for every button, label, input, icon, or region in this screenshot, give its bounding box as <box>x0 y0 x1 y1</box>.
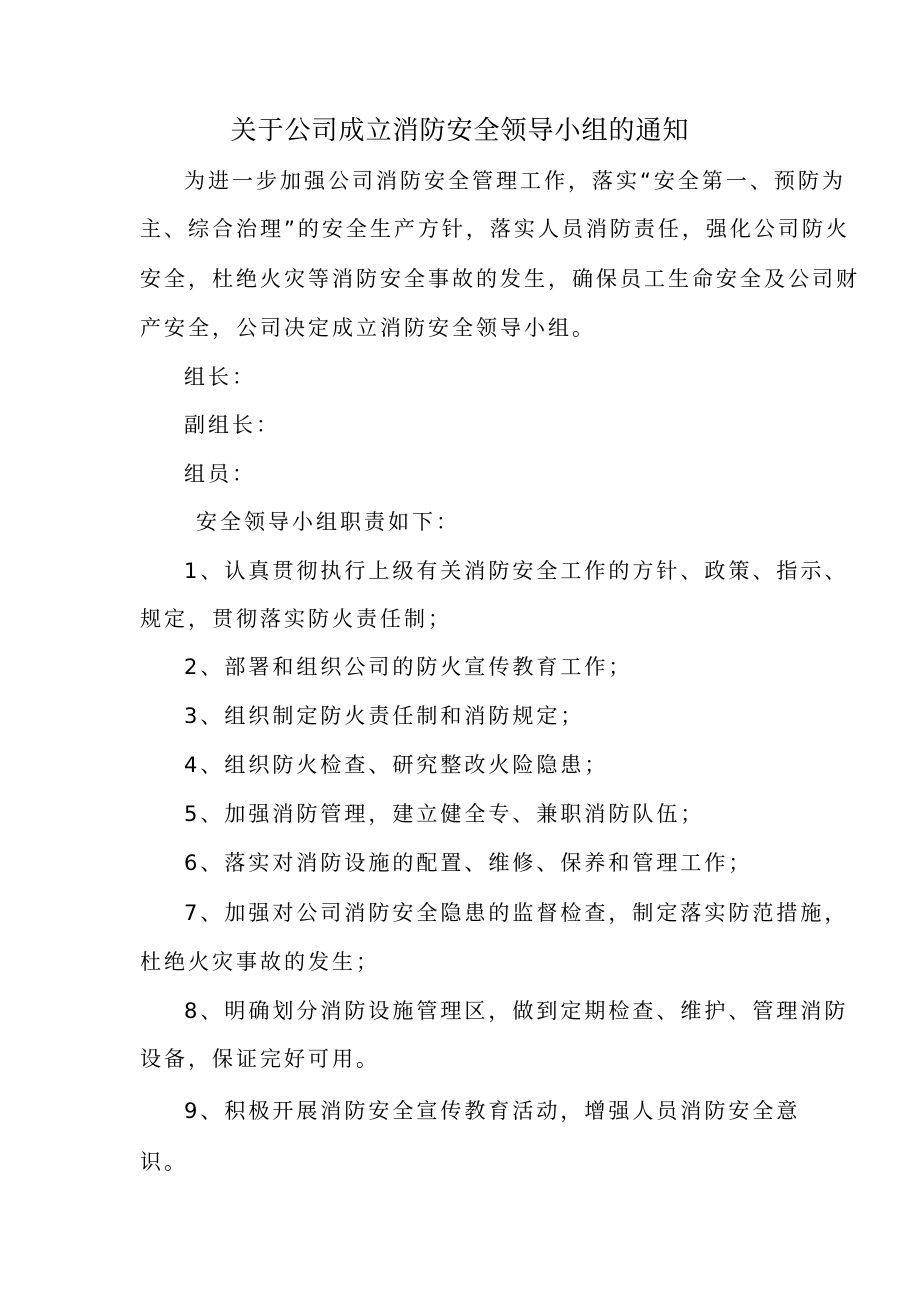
duty-1-line-1: 1、认真贯彻执行上级有关消防安全工作的方针、政策、指示、 <box>184 559 849 583</box>
duty-7-line-2: 杜绝火灾事故的发生； <box>140 950 380 974</box>
duty-6: 6、落实对消防设施的配置、维修、保养和管理工作； <box>184 851 753 875</box>
duty-4: 4、组织防火检查、研究整改火险隐患； <box>184 753 609 777</box>
duty-1-line-2: 规定，贯彻落实防火责任制； <box>140 607 452 631</box>
intro-line-2: 主、综合治理”的安全生产方针，落实人员消防责任，强化公司防火 <box>140 217 850 241</box>
duty-3: 3、组织制定防火责任制和消防规定； <box>184 704 585 728</box>
role-deputy-leader: 副组长： <box>184 413 280 437</box>
duty-9-line-2: 识。 <box>140 1150 188 1174</box>
duties-heading: 安全领导小组职责如下： <box>196 510 460 534</box>
document-title: 关于公司成立消防安全领导小组的通知 <box>230 116 690 146</box>
duty-7-line-1: 7、加强对公司消防安全隐患的监督检查，制定落实防范措施， <box>184 901 849 925</box>
intro-line-4: 产安全，公司决定成立消防安全领导小组。 <box>140 316 596 340</box>
role-leader: 组长： <box>184 365 256 389</box>
intro-line-1: 为进一步加强公司消防安全管理工作，落实“安全第一、预防为 <box>184 169 846 193</box>
duty-8-line-1: 8、明确划分消防设施管理区，做到定期检查、维护、管理消防 <box>184 999 849 1023</box>
duty-8-line-2: 设备，保证完好可用。 <box>140 1047 380 1071</box>
intro-line-3: 安全，杜绝火灾等消防安全事故的发生，确保员工生命安全及公司财 <box>140 267 860 291</box>
duty-9-line-1: 9、积极开展消防安全宣传教育活动，增强人员消防安全意 <box>184 1099 801 1123</box>
role-members: 组员： <box>184 462 256 486</box>
duty-2: 2、部署和组织公司的防火宣传教育工作； <box>184 655 633 679</box>
duty-5: 5、加强消防管理，建立健全专、兼职消防队伍； <box>184 802 705 826</box>
